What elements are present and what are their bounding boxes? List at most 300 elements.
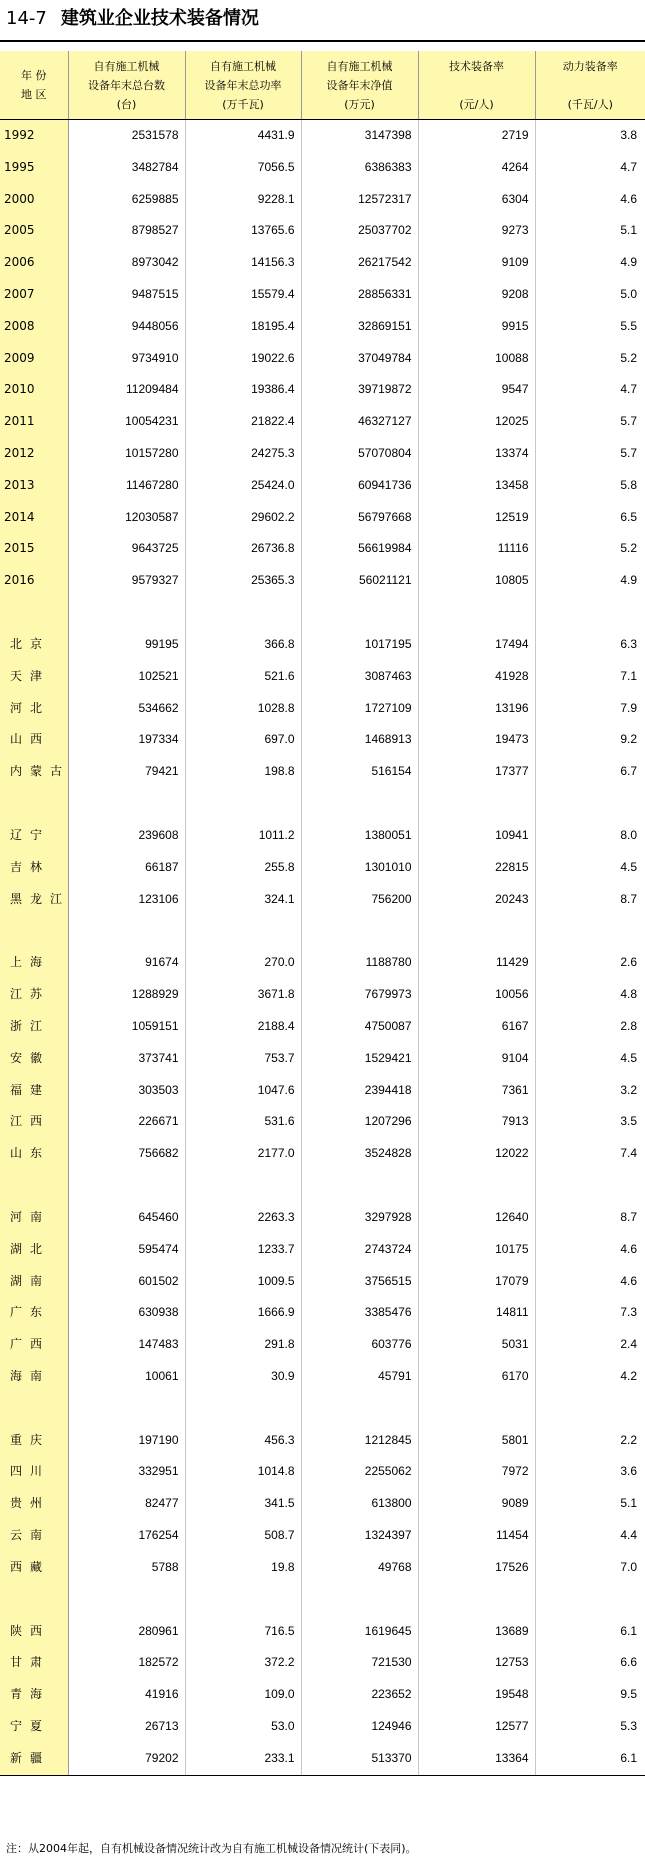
power-ratio-cell: 8.7 — [620, 891, 637, 906]
power-ratio-cell: 4.7 — [620, 159, 637, 174]
year-label: 2005 — [0, 215, 68, 247]
power-ratio-cell: 4.5 — [620, 859, 637, 874]
net-value-cell: 37049784 — [301, 343, 418, 375]
power-cell: 19022.6 — [185, 343, 301, 375]
region-label: 天津 — [0, 661, 68, 693]
tech-ratio-cell: 13196 — [418, 693, 535, 725]
region-row — [0, 1297, 645, 1329]
region-row — [0, 1075, 645, 1107]
tech-ratio-cell: 9208 — [418, 279, 535, 311]
region-row — [0, 1425, 645, 1457]
tech-ratio-cell: 12577 — [418, 1711, 535, 1743]
units-cell: 147483 — [68, 1329, 185, 1361]
units-cell: 226671 — [68, 1106, 185, 1138]
region-row — [0, 661, 645, 693]
power-ratio-cell: 6.5 — [620, 509, 637, 524]
net-value-cell: 56797668 — [301, 502, 418, 534]
power-ratio-cell: 7.0 — [620, 1559, 637, 1574]
spacer-cell — [68, 1170, 185, 1202]
power-ratio-cell: 5.2 — [620, 541, 637, 556]
power-cell: 18195.4 — [185, 311, 301, 343]
col-header-tech-ratio — [418, 51, 535, 120]
spacer-row — [0, 1584, 645, 1616]
year-label: 2012 — [0, 438, 68, 470]
tech-ratio-cell: 6304 — [418, 184, 535, 216]
units-cell: 91674 — [68, 947, 185, 979]
tech-ratio-cell: 17494 — [418, 629, 535, 661]
net-value-cell: 12572317 — [301, 184, 418, 216]
region-label: 西藏 — [0, 1552, 68, 1584]
net-value-cell: 1188780 — [301, 947, 418, 979]
power-ratio-cell: 5.7 — [620, 414, 637, 429]
net-value-cell: 1727109 — [301, 693, 418, 725]
net-value-cell: 513370 — [301, 1743, 418, 1775]
year-row — [0, 215, 645, 247]
power-cell: 366.8 — [185, 629, 301, 661]
year-label: 2013 — [0, 470, 68, 502]
power-cell: 324.1 — [185, 884, 301, 916]
net-value-cell: 56021121 — [301, 565, 418, 597]
region-label: 湖北 — [0, 1234, 68, 1266]
region-label: 浙江 — [0, 1011, 68, 1043]
region-row — [0, 884, 645, 916]
tech-ratio-cell: 9273 — [418, 215, 535, 247]
power-ratio-cell: 7.9 — [620, 700, 637, 715]
net-value-cell: 7679973 — [301, 979, 418, 1011]
tech-ratio-cell: 9915 — [418, 311, 535, 343]
power-cell: 233.1 — [185, 1743, 301, 1775]
spacer-cell — [418, 1584, 535, 1616]
col-header-unit: (元/人) — [459, 97, 494, 111]
net-value-cell: 45791 — [301, 1361, 418, 1393]
tech-ratio-cell: 13364 — [418, 1743, 535, 1775]
spacer-cell — [301, 597, 418, 629]
power-ratio-cell: 4.6 — [620, 1273, 637, 1288]
net-value-cell: 124946 — [301, 1711, 418, 1743]
col-header-line: 动力装备率 — [562, 59, 618, 73]
year-label: 2007 — [0, 279, 68, 311]
power-cell: 521.6 — [185, 661, 301, 693]
power-cell: 1047.6 — [185, 1075, 301, 1107]
tech-ratio-cell: 10805 — [418, 565, 535, 597]
spacer-row — [0, 915, 645, 947]
net-value-cell: 603776 — [301, 1329, 418, 1361]
units-cell: 9734910 — [68, 343, 185, 375]
tech-ratio-cell: 11116 — [418, 533, 535, 565]
net-value-cell: 3297928 — [301, 1202, 418, 1234]
power-ratio-cell: 9.5 — [620, 1687, 637, 1702]
tech-ratio-cell: 13458 — [418, 470, 535, 502]
net-value-cell: 56619984 — [301, 533, 418, 565]
tech-ratio-cell: 22815 — [418, 852, 535, 884]
col-header-unit: (万千瓦) — [222, 97, 264, 111]
region-row — [0, 1488, 645, 1520]
spacer-cell — [535, 1170, 645, 1202]
tech-ratio-cell: 10175 — [418, 1234, 535, 1266]
tech-ratio-cell: 9104 — [418, 1043, 535, 1075]
spacer-cell — [68, 1393, 185, 1425]
region-label: 山东 — [0, 1138, 68, 1170]
power-cell: 531.6 — [185, 1106, 301, 1138]
region-label: 四川 — [0, 1456, 68, 1488]
power-cell: 1011.2 — [185, 820, 301, 852]
units-cell: 303503 — [68, 1075, 185, 1107]
units-cell: 176254 — [68, 1520, 185, 1552]
spacer-cell — [301, 1393, 418, 1425]
power-ratio-cell: 5.1 — [620, 223, 637, 238]
net-value-cell: 1619645 — [301, 1616, 418, 1648]
spacer-cell — [301, 915, 418, 947]
power-ratio-cell: 2.8 — [620, 1018, 637, 1033]
power-ratio-cell: 4.9 — [620, 573, 637, 588]
spacer-cell — [535, 1584, 645, 1616]
region-label: 湖南 — [0, 1266, 68, 1298]
tech-ratio-cell: 5031 — [418, 1329, 535, 1361]
units-cell: 66187 — [68, 852, 185, 884]
region-label: 江苏 — [0, 979, 68, 1011]
units-cell: 11467280 — [68, 470, 185, 502]
spacer-cell — [418, 1393, 535, 1425]
region-label: 河北 — [0, 693, 68, 725]
power-ratio-cell: 5.3 — [620, 1719, 637, 1734]
region-label: 安徽 — [0, 1043, 68, 1075]
net-value-cell: 1380051 — [301, 820, 418, 852]
table-body — [0, 120, 645, 1776]
table-title — [6, 6, 259, 32]
header-row — [0, 51, 645, 120]
tech-ratio-cell: 6170 — [418, 1361, 535, 1393]
tech-ratio-cell: 12640 — [418, 1202, 535, 1234]
tech-ratio-cell: 7913 — [418, 1106, 535, 1138]
tech-ratio-cell: 11454 — [418, 1520, 535, 1552]
year-label: 2010 — [0, 374, 68, 406]
power-cell: 1028.8 — [185, 693, 301, 725]
year-row — [0, 470, 645, 502]
net-value-cell: 32869151 — [301, 311, 418, 343]
col-header-unit: (千瓦/人) — [567, 97, 613, 111]
power-cell: 372.2 — [185, 1647, 301, 1679]
region-row — [0, 724, 645, 756]
region-row — [0, 1234, 645, 1266]
net-value-cell: 2394418 — [301, 1075, 418, 1107]
power-ratio-cell: 2.6 — [620, 955, 637, 970]
units-cell: 9579327 — [68, 565, 185, 597]
power-cell: 2263.3 — [185, 1202, 301, 1234]
region-label: 广东 — [0, 1297, 68, 1329]
region-label: 河南 — [0, 1202, 68, 1234]
region-row — [0, 1138, 645, 1170]
tech-ratio-cell: 12025 — [418, 406, 535, 438]
region-row — [0, 1520, 645, 1552]
net-value-cell: 223652 — [301, 1679, 418, 1711]
power-cell: 198.8 — [185, 756, 301, 788]
units-cell: 197334 — [68, 724, 185, 756]
tech-ratio-cell: 6167 — [418, 1011, 535, 1043]
year-label: 1992 — [0, 120, 68, 152]
tech-ratio-cell: 4264 — [418, 152, 535, 184]
col-header-line: 设备年末净值 — [326, 78, 393, 92]
tech-ratio-cell: 17526 — [418, 1552, 535, 1584]
power-cell: 26736.8 — [185, 533, 301, 565]
region-row — [0, 756, 645, 788]
net-value-cell: 2255062 — [301, 1456, 418, 1488]
power-ratio-cell: 4.9 — [620, 255, 637, 270]
region-row — [0, 852, 645, 884]
net-value-cell: 46327127 — [301, 406, 418, 438]
power-cell: 19386.4 — [185, 374, 301, 406]
power-cell: 7056.5 — [185, 152, 301, 184]
power-cell: 341.5 — [185, 1488, 301, 1520]
tech-ratio-cell: 2719 — [418, 120, 535, 152]
power-ratio-cell: 3.8 — [620, 128, 637, 142]
power-ratio-cell: 4.4 — [620, 1528, 637, 1543]
spacer-cell — [535, 915, 645, 947]
region-row — [0, 1647, 645, 1679]
tech-ratio-cell: 10088 — [418, 343, 535, 375]
power-cell: 29602.2 — [185, 502, 301, 534]
year-row — [0, 565, 645, 597]
spacer-stub — [0, 1393, 68, 1425]
year-label: 2008 — [0, 311, 68, 343]
col-header-line — [536, 76, 645, 95]
region-label: 海南 — [0, 1361, 68, 1393]
col-header-line: 技术装备率 — [449, 59, 504, 73]
stub-header — [0, 51, 68, 120]
tech-ratio-cell: 11429 — [418, 947, 535, 979]
year-row — [0, 374, 645, 406]
region-row — [0, 1266, 645, 1298]
year-row — [0, 502, 645, 534]
year-row — [0, 311, 645, 343]
region-row — [0, 1616, 645, 1648]
net-value-cell: 3756515 — [301, 1266, 418, 1298]
tech-ratio-cell: 17079 — [418, 1266, 535, 1298]
power-cell: 15579.4 — [185, 279, 301, 311]
net-value-cell: 3147398 — [301, 120, 418, 152]
spacer-cell — [301, 788, 418, 820]
year-row — [0, 406, 645, 438]
tech-ratio-cell: 9089 — [418, 1488, 535, 1520]
col-header-unit: (万元) — [344, 97, 375, 111]
units-cell: 630938 — [68, 1297, 185, 1329]
units-cell: 99195 — [68, 629, 185, 661]
spacer-row — [0, 1393, 645, 1425]
power-cell: 1014.8 — [185, 1456, 301, 1488]
col-header-net-value — [301, 51, 418, 120]
tech-ratio-cell: 13689 — [418, 1616, 535, 1648]
col-header-line: 自有施工机械 — [326, 59, 393, 73]
tech-ratio-cell: 9547 — [418, 374, 535, 406]
tech-ratio-cell: 19473 — [418, 724, 535, 756]
units-cell: 10054231 — [68, 406, 185, 438]
power-ratio-cell: 3.6 — [620, 1464, 637, 1479]
region-label: 重庆 — [0, 1425, 68, 1457]
units-cell: 5788 — [68, 1552, 185, 1584]
units-cell: 197190 — [68, 1425, 185, 1457]
net-value-cell: 57070804 — [301, 438, 418, 470]
region-row — [0, 1552, 645, 1584]
region-row — [0, 693, 645, 725]
net-value-cell: 1212845 — [301, 1425, 418, 1457]
units-cell: 9448056 — [68, 311, 185, 343]
year-label: 2014 — [0, 502, 68, 534]
tech-ratio-cell: 10941 — [418, 820, 535, 852]
units-cell: 41916 — [68, 1679, 185, 1711]
tech-ratio-cell: 41928 — [418, 661, 535, 693]
col-header-line: 设备年末总功率 — [204, 78, 282, 92]
col-header-line: 自有施工机械 — [93, 59, 160, 73]
power-cell: 53.0 — [185, 1711, 301, 1743]
tech-ratio-cell: 9109 — [418, 247, 535, 279]
spacer-cell — [68, 915, 185, 947]
power-ratio-cell: 5.2 — [620, 350, 637, 365]
region-label: 新疆 — [0, 1743, 68, 1775]
power-cell: 25365.3 — [185, 565, 301, 597]
region-row — [0, 979, 645, 1011]
region-label: 贵州 — [0, 1488, 68, 1520]
power-ratio-cell: 4.6 — [620, 191, 637, 206]
units-cell: 79202 — [68, 1743, 185, 1775]
table-number: 14-7 — [6, 8, 47, 29]
spacer-cell — [535, 788, 645, 820]
region-label: 江西 — [0, 1106, 68, 1138]
tech-ratio-cell: 13374 — [418, 438, 535, 470]
units-cell: 102521 — [68, 661, 185, 693]
power-ratio-cell: 6.3 — [620, 636, 637, 651]
region-label: 陕西 — [0, 1616, 68, 1648]
region-label: 黑龙江 — [0, 884, 68, 916]
spacer-cell — [185, 1170, 301, 1202]
spacer-stub — [0, 788, 68, 820]
units-cell: 239608 — [68, 820, 185, 852]
spacer-cell — [301, 1170, 418, 1202]
tech-ratio-cell: 20243 — [418, 884, 535, 916]
tech-ratio-cell: 5801 — [418, 1425, 535, 1457]
units-cell: 595474 — [68, 1234, 185, 1266]
net-value-cell: 1207296 — [301, 1106, 418, 1138]
units-cell: 123106 — [68, 884, 185, 916]
spacer-row — [0, 597, 645, 629]
units-cell: 10061 — [68, 1361, 185, 1393]
net-value-cell: 613800 — [301, 1488, 418, 1520]
power-cell: 1009.5 — [185, 1266, 301, 1298]
region-label: 山西 — [0, 724, 68, 756]
region-label: 北京 — [0, 629, 68, 661]
power-ratio-cell: 5.1 — [620, 1496, 637, 1511]
region-label: 宁夏 — [0, 1711, 68, 1743]
power-ratio-cell: 3.5 — [620, 1114, 637, 1129]
equipment-table — [0, 51, 645, 1776]
tech-ratio-cell: 19548 — [418, 1679, 535, 1711]
year-row — [0, 247, 645, 279]
power-cell: 21822.4 — [185, 406, 301, 438]
footnote: 注：从2004年起，自有机械设备情况统计改为自有施工机械设备情况统计(下表同)。 — [6, 1842, 417, 1855]
col-header-units — [68, 51, 185, 120]
units-cell: 645460 — [68, 1202, 185, 1234]
net-value-cell: 3385476 — [301, 1297, 418, 1329]
region-row — [0, 1011, 645, 1043]
net-value-cell: 25037702 — [301, 215, 418, 247]
units-cell: 8973042 — [68, 247, 185, 279]
power-ratio-cell: 3.2 — [620, 1082, 637, 1097]
spacer-stub — [0, 915, 68, 947]
spacer-cell — [185, 597, 301, 629]
tech-ratio-cell: 7972 — [418, 1456, 535, 1488]
power-cell: 9228.1 — [185, 184, 301, 216]
year-label: 1995 — [0, 152, 68, 184]
spacer-cell — [418, 915, 535, 947]
net-value-cell: 26217542 — [301, 247, 418, 279]
power-ratio-cell: 4.7 — [620, 382, 637, 397]
power-ratio-cell: 4.5 — [620, 1050, 637, 1065]
region-label: 辽宁 — [0, 820, 68, 852]
title-rule — [0, 40, 645, 42]
net-value-cell: 721530 — [301, 1647, 418, 1679]
units-cell: 756682 — [68, 1138, 185, 1170]
power-ratio-cell: 4.2 — [620, 1368, 637, 1383]
year-row — [0, 343, 645, 375]
units-cell: 82477 — [68, 1488, 185, 1520]
year-row — [0, 279, 645, 311]
stub-header-region: 地 区 — [21, 88, 47, 101]
units-cell: 1059151 — [68, 1011, 185, 1043]
power-ratio-cell: 9.2 — [620, 732, 637, 747]
net-value-cell: 2743724 — [301, 1234, 418, 1266]
tech-ratio-cell: 12519 — [418, 502, 535, 534]
year-row — [0, 533, 645, 565]
spacer-cell — [418, 1170, 535, 1202]
col-header-line: 设备年末总台数 — [88, 78, 165, 92]
units-cell: 182572 — [68, 1647, 185, 1679]
power-ratio-cell: 5.8 — [620, 477, 637, 492]
net-value-cell: 3087463 — [301, 661, 418, 693]
region-row — [0, 1743, 645, 1775]
power-ratio-cell: 6.1 — [620, 1623, 637, 1638]
spacer-cell — [185, 915, 301, 947]
net-value-cell: 1529421 — [301, 1043, 418, 1075]
units-cell: 280961 — [68, 1616, 185, 1648]
tech-ratio-cell: 10056 — [418, 979, 535, 1011]
power-cell: 24275.3 — [185, 438, 301, 470]
power-cell: 291.8 — [185, 1329, 301, 1361]
power-cell: 753.7 — [185, 1043, 301, 1075]
spacer-row — [0, 788, 645, 820]
tech-ratio-cell: 14811 — [418, 1297, 535, 1329]
net-value-cell: 6386383 — [301, 152, 418, 184]
spacer-stub — [0, 1584, 68, 1616]
power-cell: 716.5 — [185, 1616, 301, 1648]
power-cell: 25424.0 — [185, 470, 301, 502]
power-cell: 270.0 — [185, 947, 301, 979]
power-ratio-cell: 2.4 — [620, 1337, 637, 1352]
year-row — [0, 152, 645, 184]
region-row — [0, 1711, 645, 1743]
region-row — [0, 629, 645, 661]
power-cell: 4431.9 — [185, 120, 301, 152]
units-cell: 534662 — [68, 693, 185, 725]
year-label: 2009 — [0, 343, 68, 375]
power-cell: 13765.6 — [185, 215, 301, 247]
region-label: 甘肃 — [0, 1647, 68, 1679]
col-header-power-ratio — [535, 51, 645, 120]
power-cell: 1666.9 — [185, 1297, 301, 1329]
power-cell: 30.9 — [185, 1361, 301, 1393]
power-cell: 1233.7 — [185, 1234, 301, 1266]
net-value-cell: 756200 — [301, 884, 418, 916]
power-ratio-cell: 6.1 — [535, 1743, 645, 1775]
net-value-cell: 3524828 — [301, 1138, 418, 1170]
power-ratio-cell: 2.2 — [620, 1432, 637, 1447]
